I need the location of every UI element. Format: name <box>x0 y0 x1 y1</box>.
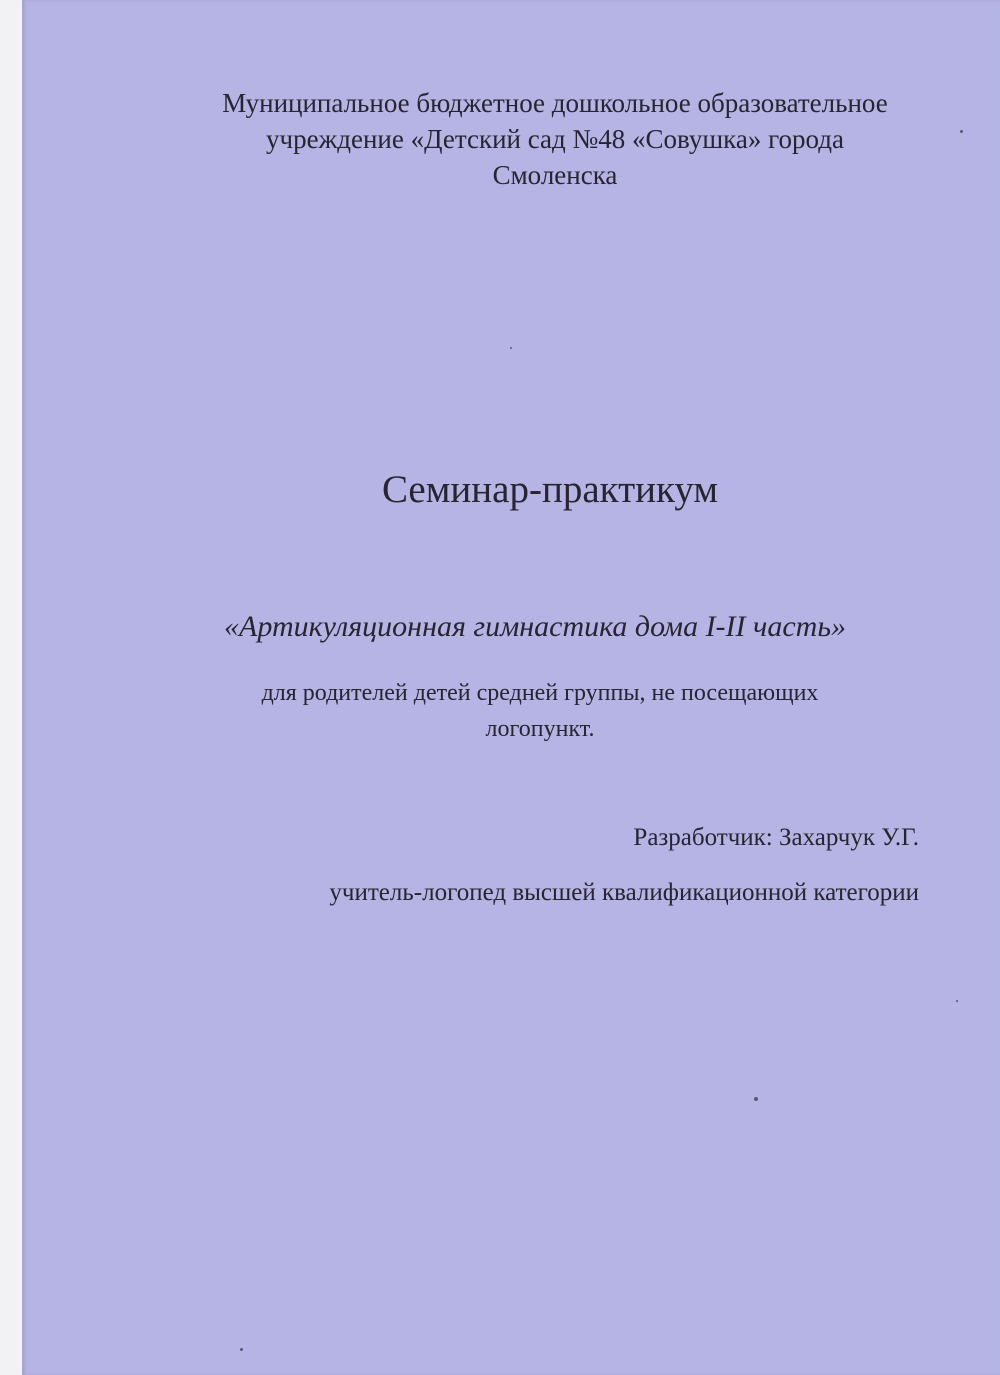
paper-speck <box>240 1348 243 1351</box>
document-type-title: Семинар-практикум <box>381 468 719 511</box>
organization-line: Муниципальное бюджетное дошкольное образовательное <box>222 88 888 118</box>
paper-speck <box>956 1000 958 1002</box>
target-audience <box>160 675 920 747</box>
audience-line: для родителей детей средней группы, не посещающих <box>261 680 819 706</box>
organization-line: учреждение «Детский сад №48 «Совушка» города <box>266 124 844 154</box>
audience-line: логопункт. <box>485 716 595 742</box>
organization-name <box>160 85 950 193</box>
paper-speck <box>754 1097 758 1101</box>
topic-title: «Артикуляционная гимнастика дома I-II часть» <box>224 610 846 643</box>
paper-speck <box>960 130 963 133</box>
organization-line: Смоленска <box>492 160 618 190</box>
developer-name: Разработчик: Захарчук У.Г. <box>633 824 919 851</box>
paper-speck <box>510 347 512 349</box>
developer-position: учитель-логопед высшей квалификационной категории <box>329 879 919 906</box>
